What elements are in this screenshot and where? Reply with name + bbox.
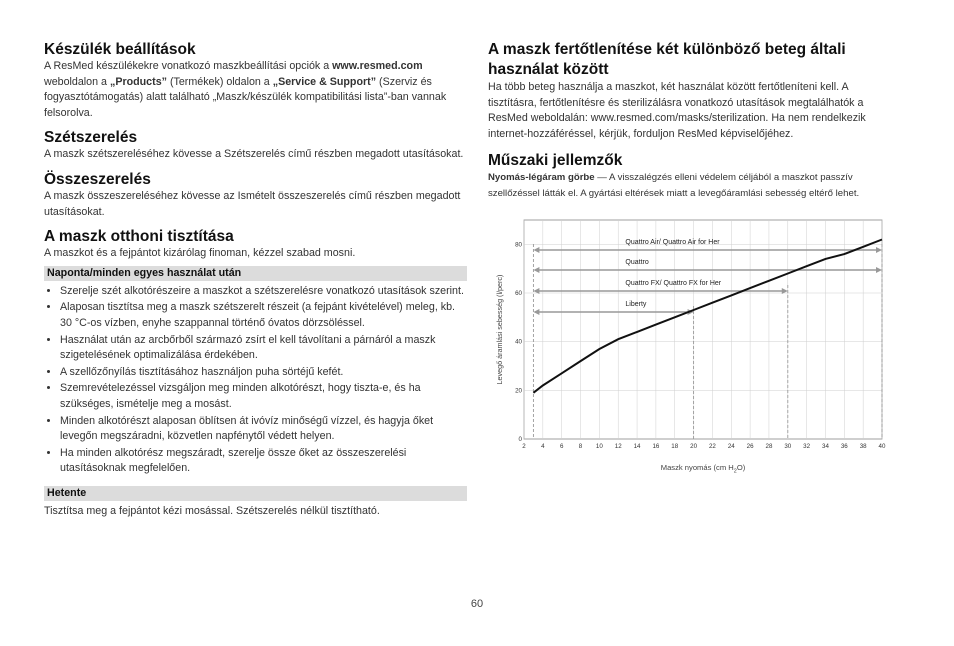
section-text: A maszkot és a fejpántot kizárólag finoman, kézzel szabad mosni. <box>44 247 356 260</box>
x-tick-label: 18 <box>671 443 679 450</box>
y-tick-label: 60 <box>515 290 522 297</box>
section-title: Összeszerelés <box>44 170 151 188</box>
weekly-header: Hetente <box>44 486 467 501</box>
page-number: 60 <box>470 598 484 610</box>
section-device-settings <box>44 40 467 121</box>
x-tick-label: 36 <box>840 443 848 450</box>
list-item: • Szerelje szét alkotórészeire a maszkot a szétszerelésre vonatkozó utasítások szerint. <box>60 284 467 300</box>
x-tick-label: 30 <box>784 443 792 450</box>
x-tick-label: 26 <box>746 443 754 450</box>
pressure-flow-chart <box>488 214 888 484</box>
section-title: A maszk fertőtlenítése két különböző beteg általi használat között <box>488 41 846 78</box>
x-tick-label: 22 <box>708 443 716 450</box>
y-tick-label: 40 <box>515 338 522 346</box>
curve-description: Nyomás-légáram görbe — A visszalégzés elleni védelem céljából a maszkot passzív szellőzéssel látták el. A gyártási eltérések miatt a levegőáramlási sebesség eltérő lehet. <box>488 172 860 199</box>
plot-frame <box>524 220 882 439</box>
section-title: Szétszerelés <box>44 129 138 147</box>
x-tick-label: 24 <box>727 443 735 450</box>
resmed-link[interactable]: www.resmed.com <box>332 60 423 72</box>
right-column <box>488 40 891 209</box>
y-tick-label: 20 <box>515 387 522 395</box>
x-tick-label: 16 <box>652 443 660 450</box>
range-label: Quattro FX/ Quattro FX for Her <box>625 280 722 287</box>
x-tick-label: 10 <box>595 443 603 450</box>
section-home-cleaning <box>44 227 467 519</box>
section-text: Ha több beteg használja a maszkot, két használat között fertőtleníteni kell. A tisztításra, fertőtlenítésre és sterilizálásra vonatkozó utasítások megtalálhatók a ResMed weboldalán: www.resmed.com/masks/sterilization. Ha nem rendelkezik internet-hozzáféréssel, kérjük, forduljon ResMed képviselőjéhez. <box>488 81 866 140</box>
device-settings-text: A ResMed készülékekre vonatkozó maszkbeállítási opciók a www.resmed.com weboldalon a „Products” (Termékek) oldalon a „Service & Support” (Szerviz és fogyasztótámogatás) alatt található „Maszk/készülék kompatibilitási lista”-ban vannak felsorolva. <box>44 60 447 119</box>
list-item: • Alaposan tisztítsa meg a maszk szétszerelt részeit (a fejpánt kivételével) meleg, kb. 30 °C-os vízben, enyhe szappannal történő óvatos dörzsöléssel. <box>60 300 467 331</box>
x-tick-label: 4 <box>541 443 545 450</box>
list-item: • Minden alkotórészt alaposan öblítsen át ivóvíz minőségű vízzel, és hagyja őket levegőn megszáradni, közvetlen napfénytől védett helyen. <box>60 414 467 445</box>
x-tick-label: 12 <box>614 443 622 450</box>
x-tick-label: 20 <box>690 443 698 450</box>
y-tick-label: 80 <box>515 241 522 249</box>
y-tick-label: 0 <box>518 436 522 443</box>
section-disinfection <box>488 40 891 142</box>
section-title: A maszk otthoni tisztítása <box>44 228 234 246</box>
x-tick-label: 14 <box>633 443 641 450</box>
daily-list <box>44 284 467 477</box>
list-item: • A szellőzőnyílás tisztításához használjon puha sörtéjű kefét. <box>60 365 467 381</box>
section-reassembly <box>44 170 467 220</box>
x-tick-label: 34 <box>822 443 829 450</box>
x-tick-label: 8 <box>578 443 583 450</box>
y-axis-label: Levegő áramlási sebesség (l/perc) <box>495 274 504 385</box>
section-specifications <box>488 151 891 201</box>
x-tick-label: 6 <box>559 443 564 450</box>
x-tick-label: 38 <box>859 443 867 450</box>
left-column <box>44 40 467 526</box>
list-item: • Használat után az arcbőrből származó zsírt el kell távolítani a párnáról a maszk szigetelésének optimalizálása érdekében. <box>60 333 467 364</box>
range-label: Liberty <box>625 301 647 308</box>
section-title: Műszaki jellemzők <box>488 152 623 170</box>
section-disassembly <box>44 128 467 163</box>
range-label: Quattro Air/ Quattro Air for Her <box>625 239 720 246</box>
section-title: Készülék beállítások <box>44 41 196 58</box>
range-label: Quattro <box>625 259 649 266</box>
section-text: A maszk összeszereléséhez kövesse az Ismételt összeszerelés című részben megadott utasításokat. <box>44 189 461 218</box>
weekly-text: Tisztítsa meg a fejpántot kézi mosással. Szétszerelés nélkül tisztítható. <box>44 504 380 517</box>
x-tick-label: 40 <box>878 443 886 450</box>
x-tick-label: 28 <box>765 443 773 450</box>
list-item: • Ha minden alkotórész megszáradt, szerelje össze őket az összeszerelési utasításoknak megfelelően. <box>60 446 467 477</box>
x-tick-label: 32 <box>803 443 811 450</box>
list-item: • Szemrevételezéssel vizsgáljon meg minden alkotórészt, hogy tiszta-e, és ha szükséges, ismételje meg a mosást. <box>60 381 467 412</box>
x-axis-label: Maszk nyomás (cm $H_2O$) <box>660 463 746 475</box>
x-tick-label: 2 <box>522 443 526 450</box>
daily-header: Naponta/minden egyes használat után <box>44 266 467 281</box>
section-text: A maszk szétszereléséhez kövesse a Szétszerelés című részben megadott utasításokat. <box>44 148 464 161</box>
